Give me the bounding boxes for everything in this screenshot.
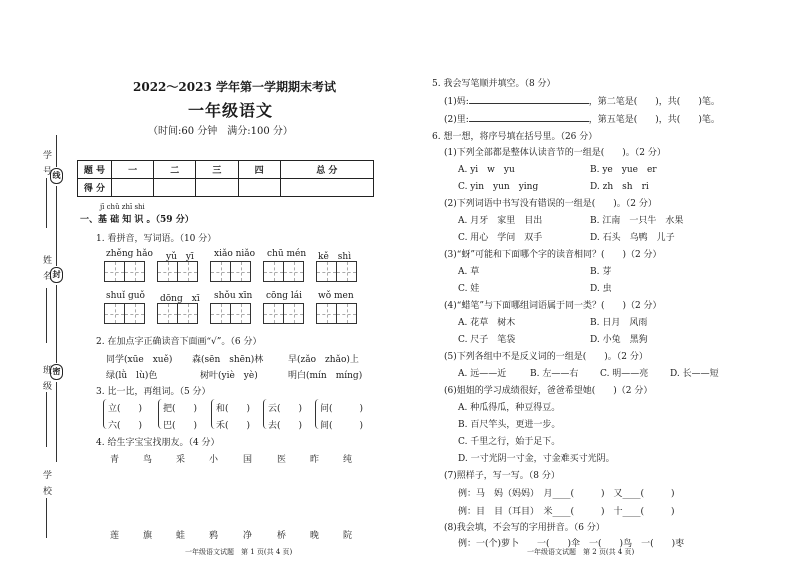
q5-title: 5. 我会写笔顺并填空。（8 分） xyxy=(432,79,556,89)
score-input-cell[interactable] xyxy=(280,179,373,197)
writing-grid[interactable] xyxy=(104,261,144,282)
writing-grid[interactable] xyxy=(104,303,144,324)
q4-char-top[interactable]: 昨 xyxy=(310,455,320,465)
option-a[interactable]: A. 花草 树木 xyxy=(458,318,516,328)
q5-line1-label: (1)妈: xyxy=(444,97,469,107)
q5-line1-rest: ，第二笔是( )，共( )笔。 xyxy=(588,97,720,107)
q3-word[interactable]: 间( ) xyxy=(320,421,364,431)
pinyin-label: zhěng hǎo xyxy=(106,249,153,259)
section1-title: 一、基 础 知 识 。（59 分） xyxy=(80,215,194,225)
option-a[interactable]: A. yi w yu xyxy=(458,165,515,175)
q4-char-top[interactable]: 采 xyxy=(176,455,186,465)
q2-item[interactable]: 树叶(yiè yè) xyxy=(200,371,258,381)
q6-example-line[interactable]: 例：目 目（耳目） 米____( ) 十____( ) xyxy=(458,507,675,517)
option-c[interactable]: C. yin yun ying xyxy=(458,182,539,192)
page-footer-left: 一年级语文试题 第 1 页(共 4 页) xyxy=(185,548,293,556)
binding-line xyxy=(56,382,57,462)
seal-mark-2: 封 xyxy=(50,267,63,283)
option-c[interactable]: C. 娃 xyxy=(458,284,480,294)
writing-grid[interactable] xyxy=(316,303,356,324)
q6-sub-title: (3)“蚜”可能和下面哪个字的读音相同？( )（2 分） xyxy=(444,250,662,260)
q4-char-bottom[interactable]: 院 xyxy=(343,531,353,541)
option-d[interactable]: D. 一寸光阴一寸金，寸金难买寸光阴。 xyxy=(458,454,615,464)
q3-word[interactable]: 去( ) xyxy=(268,421,303,431)
q6-sub-title: (5)下列各组中不是反义词的一组是( )。（2 分） xyxy=(444,352,648,362)
q2-item[interactable]: 明白(mín míng) xyxy=(288,371,363,381)
q4-title: 4. 给生字宝宝找朋友。（4 分） xyxy=(96,438,220,448)
section1-pinyin: jī chǔ zhī shi xyxy=(100,203,145,211)
student-no-label: 学 号 xyxy=(41,150,51,177)
q5-line1 xyxy=(444,94,720,107)
brace-icon xyxy=(103,399,107,429)
score-input-cell[interactable] xyxy=(154,179,196,197)
page-footer-right: 一年级语文试题 第 2 页(共 4 页) xyxy=(527,548,635,556)
writing-grid[interactable] xyxy=(263,261,303,282)
q3-word[interactable]: 立( ) xyxy=(108,404,143,414)
writing-grid[interactable] xyxy=(157,303,197,324)
option-c[interactable]: C. 用心 学问 双手 xyxy=(458,233,543,243)
pinyin-label: shuǐ guǒ xyxy=(106,291,145,301)
stroke-order-blank[interactable] xyxy=(469,121,589,122)
brace-icon xyxy=(263,399,267,429)
pinyin-label: shǒu xīn xyxy=(214,291,253,301)
q4-char-bottom[interactable]: 莲 xyxy=(110,531,120,541)
option-b[interactable]: B. 江南 一只牛 水果 xyxy=(590,216,684,226)
class-field[interactable] xyxy=(46,392,47,447)
option-b[interactable]: B. 芽 xyxy=(590,267,612,277)
q6-example-line[interactable]: 例：马 妈（妈妈） 月____( ) 又____( ) xyxy=(458,489,675,499)
q6-sub-title: (2)下列词语中书写没有错误的一组是( )。（2 分） xyxy=(444,199,657,209)
q4-char-top[interactable]: 纯 xyxy=(343,455,353,465)
option-d[interactable]: D. zh sh ri xyxy=(590,182,649,192)
exam-subject: 一年级语文 xyxy=(188,101,274,120)
q4-char-bottom[interactable]: 净 xyxy=(243,531,253,541)
q4-char-bottom[interactable]: 桥 xyxy=(277,531,287,541)
q5-line2-label: (2)里: xyxy=(444,115,469,125)
q4-char-top[interactable]: 国 xyxy=(243,455,253,465)
option-c[interactable]: C. 明——亮 xyxy=(600,369,649,379)
q4-char-top[interactable]: 医 xyxy=(277,455,287,465)
option-b[interactable]: B. 日月 风雨 xyxy=(590,318,648,328)
brace-icon xyxy=(315,399,319,429)
option-a[interactable]: A. 种瓜得瓜，种豆得豆。 xyxy=(458,403,561,413)
option-c[interactable]: C. 尺子 笔袋 xyxy=(458,335,516,345)
score-input-cell[interactable] xyxy=(196,179,238,197)
q3-word[interactable]: 六( ) xyxy=(108,421,143,431)
option-d[interactable]: D. 石头 乌鸭 儿子 xyxy=(590,233,675,243)
option-d[interactable]: D. 小兔 黑狗 xyxy=(590,335,648,345)
q4-char-top[interactable]: 鸟 xyxy=(143,455,153,465)
q4-char-bottom[interactable]: 鸦 xyxy=(209,531,219,541)
q4-char-top[interactable]: 小 xyxy=(209,455,219,465)
q6-title: 6. 想一想，将序号填在括号里。（26 分） xyxy=(432,132,598,142)
q6-sub-title: (8)我会填，不会写的字用拼音。（6 分） xyxy=(444,523,605,533)
binding-line xyxy=(56,135,57,167)
score-input-cell[interactable] xyxy=(238,179,280,197)
q5-line2-rest: ，第五笔是( )，共( )笔。 xyxy=(588,115,720,125)
score-table xyxy=(77,160,374,197)
score-table-header xyxy=(78,161,374,179)
q4-char-top[interactable]: 青 xyxy=(110,455,120,465)
name-label: 姓 名 xyxy=(41,255,51,282)
school-field[interactable] xyxy=(46,498,47,538)
writing-grid[interactable] xyxy=(263,303,303,324)
score-header-cell: 总 分 xyxy=(280,161,373,179)
score-header-cell: 四 xyxy=(238,161,280,179)
writing-grid[interactable] xyxy=(316,261,356,282)
q2-title: 2. 在加点字正确读音下面画“√”。（6 分） xyxy=(96,337,262,347)
seal-mark-3: 密 xyxy=(50,364,63,380)
q4-char-bottom[interactable]: 晚 xyxy=(310,531,320,541)
q5-line2 xyxy=(444,112,720,125)
writing-grid[interactable] xyxy=(210,261,250,282)
brace-icon xyxy=(158,399,162,429)
pinyin-label: xiǎo niǎo xyxy=(214,249,256,259)
q2-item[interactable]: 绿(lǜ lù)色 xyxy=(106,371,158,381)
exam-title: 2022～2023 学年第一学期期末考试 xyxy=(133,80,336,94)
brace-icon xyxy=(211,399,215,429)
q4-char-bottom[interactable]: 蛙 xyxy=(176,531,186,541)
option-a[interactable]: A. 月牙 家里 目出 xyxy=(458,216,543,226)
student-no-field[interactable] xyxy=(46,178,47,228)
stroke-order-blank[interactable] xyxy=(469,103,589,104)
q2-item[interactable]: 早(zǎo zhǎo)上 xyxy=(288,355,359,365)
writing-grid[interactable] xyxy=(210,303,250,324)
binding-line xyxy=(56,186,57,266)
pinyin-label: kě shì xyxy=(318,252,352,262)
score-header-cell: 题 号 xyxy=(78,161,112,179)
q2-item[interactable]: 同学(xūe xuě) xyxy=(106,355,173,365)
option-c[interactable]: C. 千里之行，始于足下。 xyxy=(458,437,561,447)
q4-char-bottom[interactable]: 旗 xyxy=(143,531,153,541)
score-header-cell: 三 xyxy=(196,161,238,179)
pinyin-label: wǒ men xyxy=(318,291,354,301)
option-d[interactable]: D. 长——短 xyxy=(670,369,719,379)
seal-mark-1: 线 xyxy=(50,168,63,184)
pinyin-label: cōng lái xyxy=(266,291,302,301)
score-row-label: 得 分 xyxy=(78,179,112,197)
q6-sub-title: (1)下列全部都是整体认读音节的一组是( )。（2 分） xyxy=(444,148,666,158)
pinyin-label: chū mén xyxy=(267,249,307,259)
exam-info: （时间:60 分钟 满分:100 分） xyxy=(148,126,293,137)
class-label: 班 级 xyxy=(41,365,51,392)
writing-grid[interactable] xyxy=(157,261,197,282)
q2-item[interactable]: 森(sēn shēn)林 xyxy=(192,355,264,365)
option-a[interactable]: A. 草 xyxy=(458,267,480,277)
option-d[interactable]: D. 虫 xyxy=(590,284,612,294)
q3-word[interactable]: 和( ) xyxy=(216,404,251,414)
pinyin-label: yǔ yī xyxy=(166,252,194,262)
q3-word[interactable]: 云( ) xyxy=(268,404,303,414)
q3-word[interactable]: 禾( ) xyxy=(216,421,251,431)
q3-word[interactable]: 把( ) xyxy=(163,404,198,414)
school-label: 学 校 xyxy=(41,470,51,497)
name-field[interactable] xyxy=(46,288,47,343)
q1-title: 1. 看拼音，写词语。（10 分） xyxy=(96,234,217,244)
option-b[interactable]: B. 左——右 xyxy=(530,369,579,379)
q6-sub-title: (4)“蜡笔”与下面哪组词语属于同一类？( )（2 分） xyxy=(444,301,662,311)
q6-sub-title: (7)照样子，写一写。（8 分） xyxy=(444,471,560,481)
score-input-cell[interactable] xyxy=(112,179,154,197)
q6-sub-title: (6)姐姐的学习成绩很好，爸爸希望她( )（2 分） xyxy=(444,386,653,396)
score-header-cell: 一 xyxy=(112,161,154,179)
option-a[interactable]: A. 远——近 xyxy=(458,369,507,379)
option-b[interactable]: B. 百尺竿头，更进一步。 xyxy=(458,420,561,430)
q6-example-line[interactable]: 例：一(个)萝卜 一( )伞 一( )鸟 一( )枣 xyxy=(458,539,685,549)
binding-line xyxy=(56,285,57,363)
score-header-cell: 二 xyxy=(154,161,196,179)
right-page xyxy=(397,0,794,561)
option-b[interactable]: B. ye yue er xyxy=(590,165,657,175)
pinyin-label: dōng xī xyxy=(160,294,200,304)
q3-word[interactable]: 巴( ) xyxy=(163,421,198,431)
score-table-row xyxy=(78,179,374,197)
q3-title: 3. 比一比，再组词。（5 分） xyxy=(96,387,211,397)
q3-word[interactable]: 问( ) xyxy=(320,404,364,414)
